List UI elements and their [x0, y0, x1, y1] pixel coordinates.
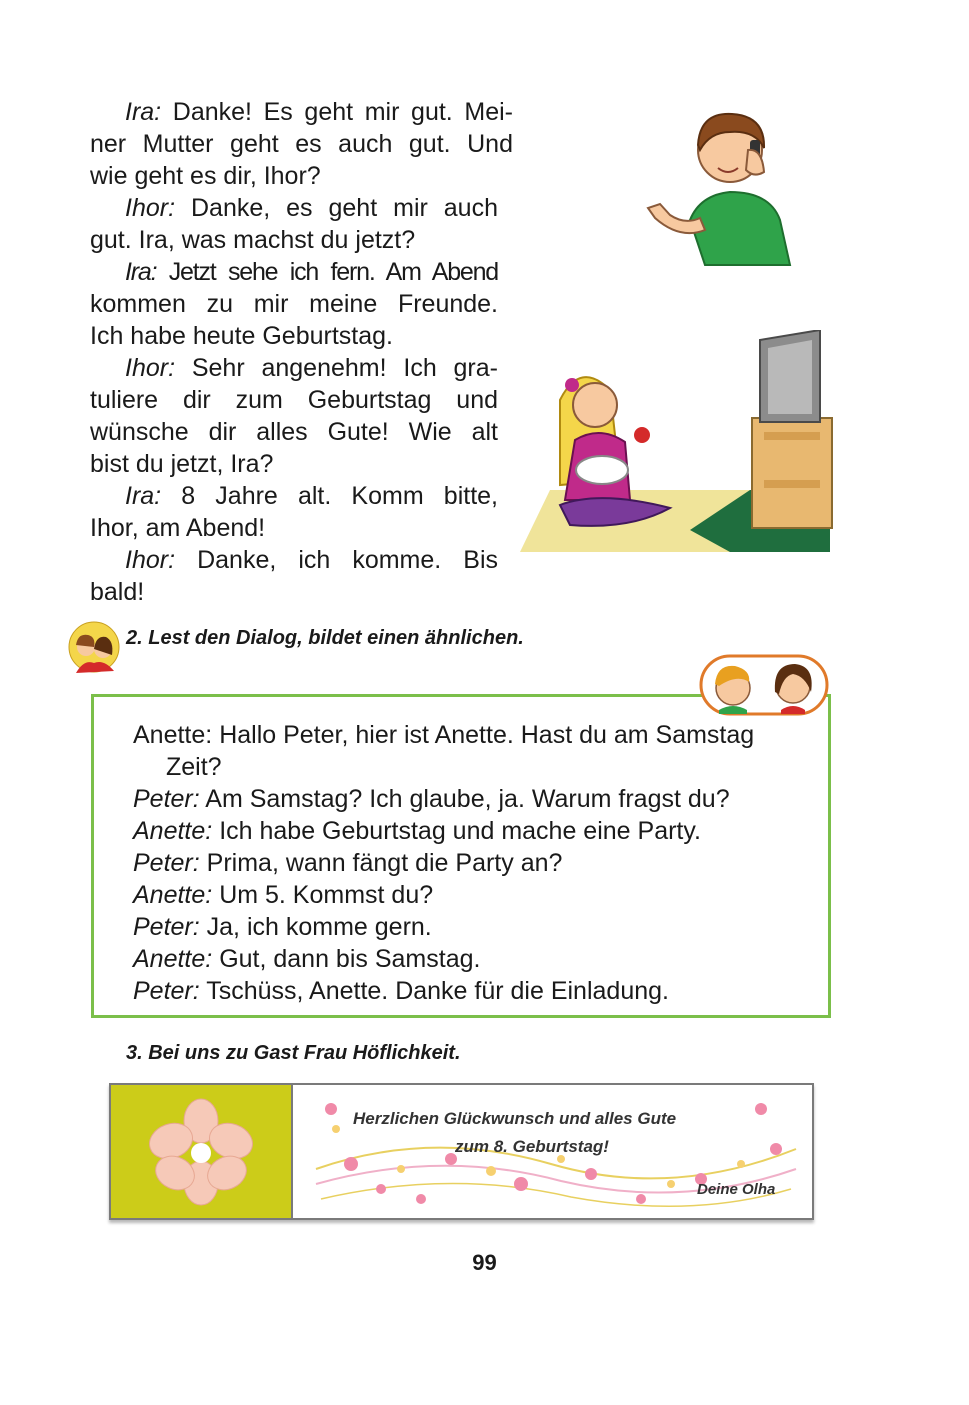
dialog-text: Sehr angenehm! Ich gra- — [191, 354, 498, 382]
speaker-label: Ira: — [125, 98, 162, 126]
dialog-line — [90, 96, 513, 128]
dialog-text: Ich habe Geburtstag und mache eine Party. — [219, 817, 701, 845]
card-signature: Deine Olha — [697, 1181, 776, 1198]
dialog-text: Danke! Es geht mir gut. Mei- — [172, 98, 513, 126]
speaker-label: Peter: — [133, 913, 200, 941]
greeting-card — [109, 1083, 814, 1220]
dialog-text: Gut, dann bis Samstag. — [219, 945, 481, 973]
flower-icon — [145, 1097, 257, 1207]
dialog-text: Jetzt sehe ich fern. Am Abend — [168, 258, 499, 286]
dialog2-line — [133, 943, 480, 975]
dialog-text: Ich habe heute Geburtstag. — [90, 322, 393, 350]
dialog-text: kommen zu mir meine Freunde. — [90, 290, 498, 318]
task-3-instruction: 3. Bei uns zu Gast Frau Höflichkeit. — [126, 1042, 461, 1064]
speaker-label: Peter: — [133, 785, 200, 813]
speaker-label: Ihor: — [125, 194, 176, 222]
dialog-text: Am Samstag? Ich glaube, ja. Warum fragst du? — [205, 785, 730, 813]
dialog-text: tuliere dir zum Geburtstag und — [90, 386, 498, 414]
dialog-line — [90, 384, 498, 416]
speaker-label: Peter: — [133, 849, 200, 877]
two-children-icon — [697, 652, 831, 718]
dialog2-line — [133, 815, 701, 847]
dialog2-line — [133, 911, 432, 943]
speaker-label: Anette: — [133, 881, 213, 909]
dialog-text: bist du jetzt, Ira? — [90, 450, 274, 478]
dialog-text: gut. Ira, was machst du jetzt? — [90, 226, 416, 254]
card-greeting-line1: Herzlichen Glückwunsch und alles Gute — [353, 1109, 677, 1128]
speaker-label: Anette: — [133, 721, 213, 749]
children-talking-icon — [68, 621, 120, 673]
dialog2-line — [133, 719, 754, 751]
dialog-line — [90, 544, 498, 576]
dialog-text: 8 Jahre alt. Komm bitte, — [181, 482, 498, 510]
page-number: 99 — [472, 1250, 497, 1275]
dialog-line — [90, 352, 498, 384]
dialog-text: wünsche dir alles Gute! Wie alt — [90, 418, 498, 446]
dialog-line — [90, 416, 498, 448]
dialog-text: Danke, es geht mir auch — [190, 194, 498, 222]
speaker-label: Peter: — [133, 977, 200, 1005]
speaker-label: Ihor: — [125, 354, 176, 382]
speaker-label: Anette: — [133, 817, 213, 845]
speaker-label: Anette: — [133, 945, 213, 973]
card-cover — [111, 1085, 293, 1218]
dialog2-line — [133, 879, 433, 911]
speaker-label: Ira: — [125, 258, 157, 286]
dialog-text: Danke, ich komme. Bis — [197, 546, 498, 574]
dialog-text: ner Mutter geht es auch gut. Und — [90, 130, 513, 158]
dialog-line — [90, 448, 273, 480]
dialog-line — [90, 224, 415, 256]
dialog-line — [90, 512, 265, 544]
dialog-text: Hallo Peter, hier ist Anette. Hast du am Samstag — [219, 721, 755, 749]
speaker-label: Ira: — [125, 482, 162, 510]
dialog-text: wie geht es dir, Ihor? — [90, 162, 321, 190]
dialog2-line — [133, 783, 730, 815]
dialog-line — [90, 288, 498, 320]
dialog2-line-continued: Zeit? — [166, 753, 222, 781]
dialog-line — [90, 128, 513, 160]
dialog-text: Tschüss, Anette. Danke für die Einladung. — [206, 977, 669, 1005]
dialog-text: Ja, ich komme gern. — [206, 913, 432, 941]
dialog-line — [90, 576, 144, 608]
dialog-text: Prima, wann fängt die Party an? — [206, 849, 563, 877]
dialog2-line — [133, 975, 669, 1007]
boy-phone-illustration — [630, 100, 800, 270]
task-2-instruction: 2. Lest den Dialog, bildet einen ähnlichen. — [126, 627, 524, 649]
dialog-text: Ihor, am Abend! — [90, 514, 266, 542]
dialog-text: Um 5. Kommst du? — [219, 881, 434, 909]
dialog-line — [90, 160, 321, 192]
dialog-text: bald! — [90, 578, 145, 606]
dialog-line — [90, 192, 498, 224]
girl-tv-illustration — [520, 330, 840, 555]
dialog-line — [90, 320, 393, 352]
dialog2-line — [133, 847, 562, 879]
speaker-label: Ihor: — [125, 546, 176, 574]
dialog-line — [90, 256, 498, 288]
card-greeting-line2: zum 8. Geburtstag! — [455, 1137, 609, 1156]
dialog-line — [90, 480, 498, 512]
